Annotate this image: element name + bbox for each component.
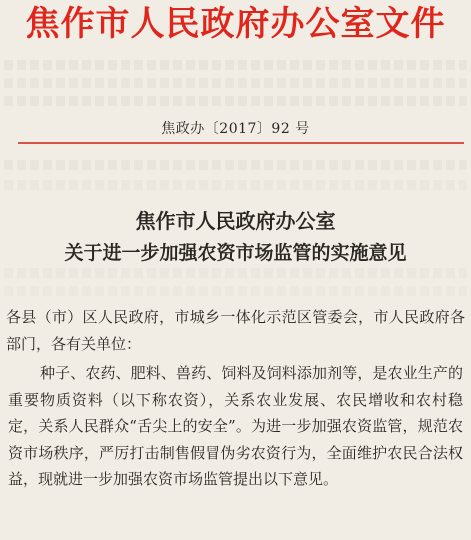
document-title-subject: 关于进一步加强农资市场监管的实施意见: [64, 242, 407, 264]
document-number: 焦政办〔2017〕92 号: [161, 121, 310, 137]
issuer-header: 焦作市人民政府办公室文件: [25, 4, 446, 44]
addressee-paragraph: 各县（市）区人民政府，市城乡一体化示范区管委会，市人民政府各部门，各有关单位：: [6, 308, 465, 353]
document-title-issuer: 焦作市人民政府办公室: [135, 209, 336, 233]
document-body: [0, 304, 471, 493]
red-separator-rule: [18, 142, 464, 144]
body-paragraph: 种子、农药、肥料、兽药、饲料及饲料添加剂等，是农业生产的重要物质资料（以下称农资），关系农业发展、农民增收和农村稳定，关系人民群众“舌尖上的安全”。为进一步加强农资监管，规范农资市场秩序，严厉打击制售假冒伪劣农资行为，全面维护农民合法权益，现就进一步加强农资市场监管提出以下意见。: [8, 364, 463, 488]
